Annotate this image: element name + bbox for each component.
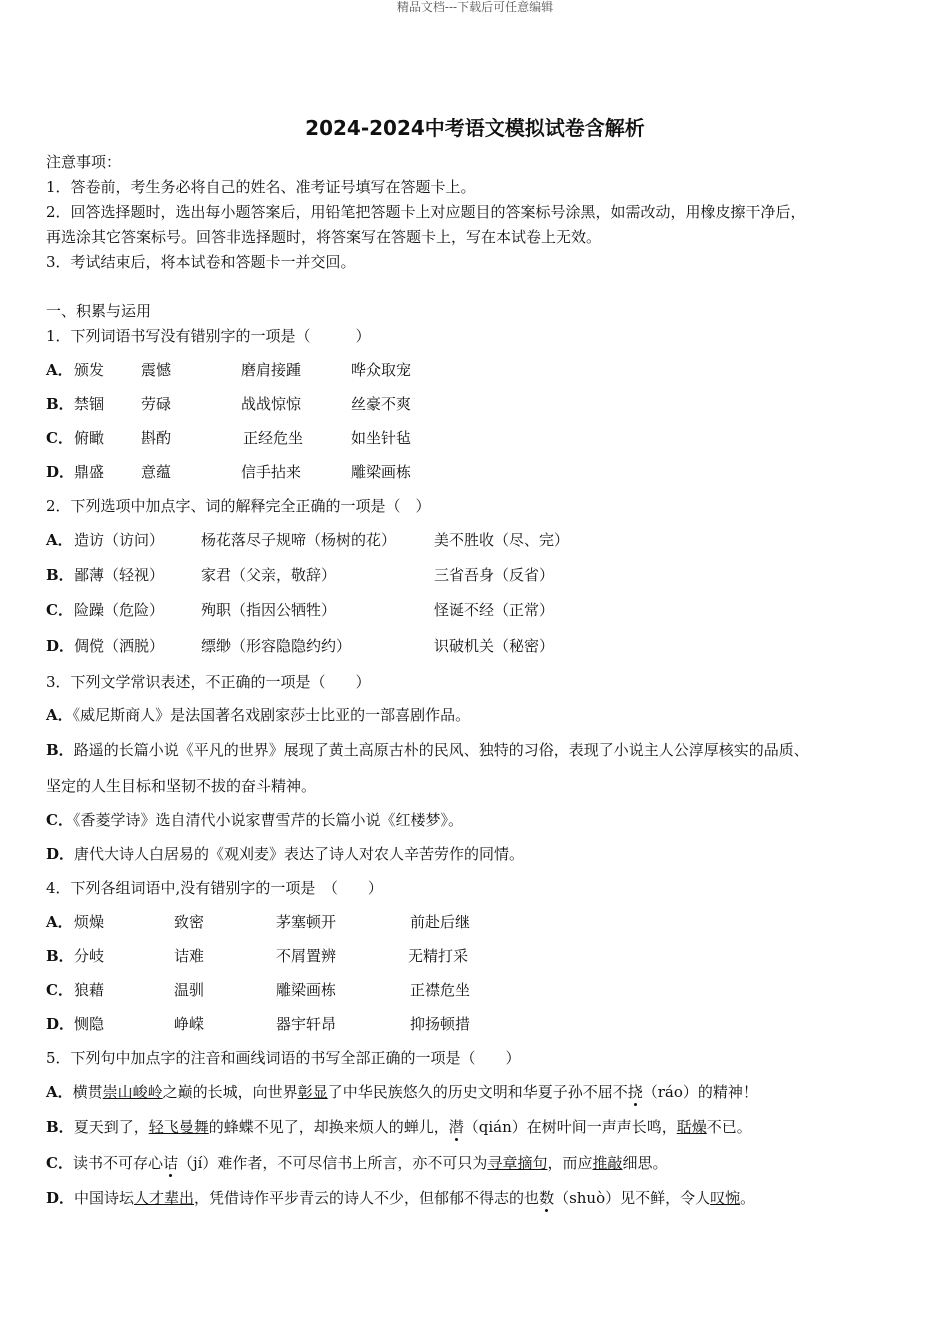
- q5-option-b: B．夏天到了，轻飞曼舞的蜂蝶不见了，却换来烦人的蝉儿，潜（qián）在树叶间一声声长鸣，聒燥不已。: [46, 1118, 752, 1136]
- notice-item: 1．答卷前，考生务必将自己的姓名、准考证号填写在答题卡上。: [46, 178, 476, 196]
- notice-heading: 注意事项：: [46, 153, 122, 171]
- page-title: 2024-2024中考语文模拟试卷含解析: [305, 116, 645, 140]
- page-header: 精品文档---下载后可任意编辑: [396, 0, 554, 14]
- q5-option-a: A．横贯崇山峻岭之巅的长城，向世界彰显了中华民族悠久的历史文明和华夏子孙不屈不挠（ráo）的精神！: [46, 1083, 758, 1101]
- notice-item: 再选涂其它答案标号。回答非选择题时，将答案写在答题卡上，写在本试卷上无效。: [46, 228, 602, 246]
- question-3-stem: 3．下列文学常识表述，不正确的一项是（ ）: [46, 673, 371, 691]
- q3-option-c: C．《香菱学诗》选自清代小说家曹雪芹的长篇小说《红楼梦》。: [46, 811, 463, 829]
- notice-item: 2．回答选择题时，选出每小题答案后，用铅笔把答题卡上对应题目的答案标号涂黑，如需改动，用橡皮擦干净后，: [46, 203, 806, 221]
- notice-item: 3．考试结束后，将本试卷和答题卡一并交回。: [46, 253, 356, 271]
- question-5-stem: 5．下列句中加点字的注音和画线词语的书写全部正确的一项是（ ）: [46, 1049, 521, 1067]
- question-4-stem: 4．下列各组词语中,没有错别字的一项是 （ ）: [46, 879, 383, 897]
- q3-option-a: A．《威尼斯商人》是法国著名戏剧家莎士比亚的一部喜剧作品。: [46, 706, 471, 724]
- q5-option-d: D．中国诗坛人才辈出，凭借诗作平步青云的诗人不少，但郁郁不得志的也数（shuò）见不鲜，令人叹惋。: [46, 1189, 756, 1207]
- question-2-stem: 2．下列选项中加点字、词的解释完全正确的一项是（ ）: [46, 497, 431, 515]
- q3-option-b: B．路遥的长篇小说《平凡的世界》展现了黄土高原古朴的民风、独特的习俗，表现了小说主人公淳厚核实的品质、: [46, 741, 809, 759]
- q3-option-b-cont: 坚定的人生目标和坚韧不拔的奋斗精神。: [46, 777, 317, 795]
- q5-option-c: C．读书不可存心诘（jí）难作者，不可尽信书上所言，亦不可只为寻章摘句，而应推敲细思。: [46, 1154, 668, 1172]
- question-1-stem: 1．下列词语书写没有错别字的一项是（ ）: [46, 327, 371, 345]
- section-heading: 一、积累与运用: [46, 302, 152, 320]
- q3-option-d: D．唐代大诗人白居易的《观刈麦》表达了诗人对农人辛苦劳作的同情。: [46, 845, 525, 863]
